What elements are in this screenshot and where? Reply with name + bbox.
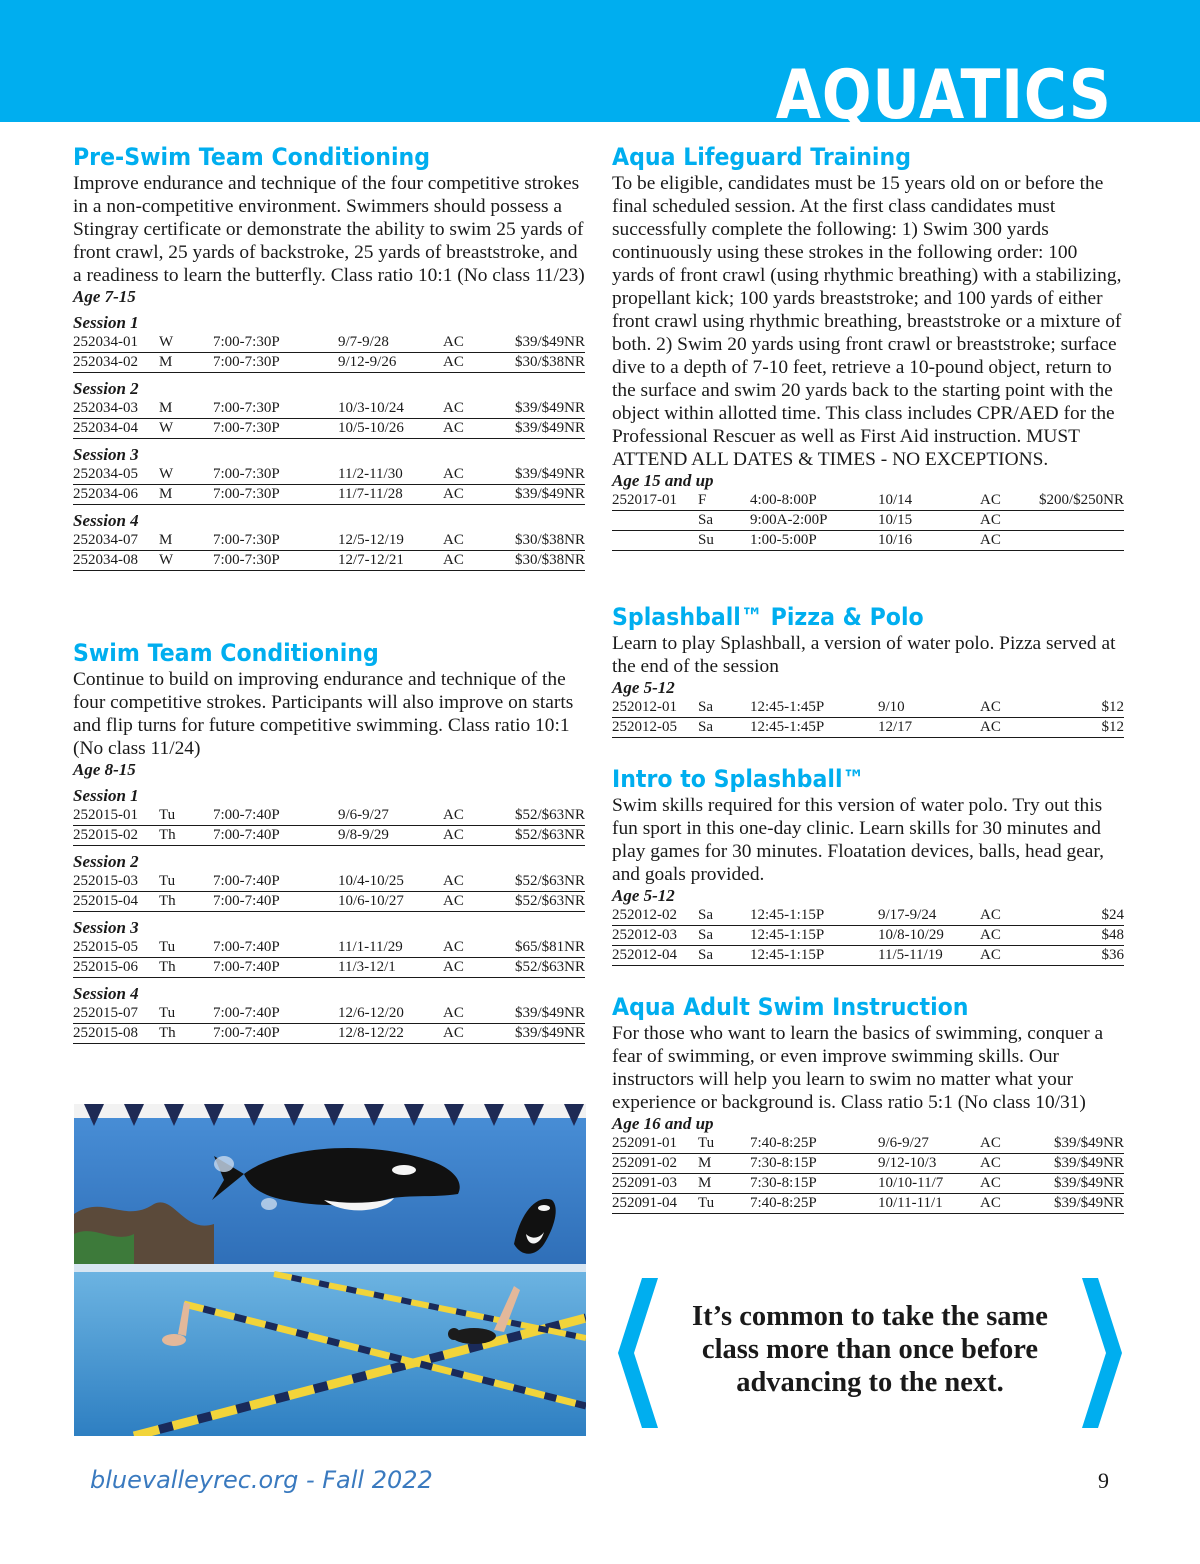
cell-location: AC (980, 512, 1001, 528)
cell-location: AC (443, 486, 464, 502)
cell-time: 7:40-8:25P (750, 1195, 817, 1211)
cell-dates: 12/17 (878, 719, 913, 735)
age-label: Age 15 and up (612, 471, 714, 490)
cell-time: 1:00-5:00P (750, 532, 817, 548)
cell-location: AC (980, 1155, 1001, 1171)
cell-fee: $39/$49NR (1053, 1135, 1124, 1151)
introsplash-section (612, 764, 1124, 966)
cell-time: 7:00-7:40P (213, 1005, 280, 1021)
cell-dates: 11/1-11/29 (338, 939, 403, 955)
footer-website: bluevalleyrec.org - Fall 2022 (90, 1466, 433, 1494)
page-number: 9 (1098, 1468, 1109, 1493)
cell-location: AC (980, 1195, 1001, 1211)
cell-class-code: 252091-01 (612, 1135, 677, 1151)
cell-location: AC (443, 893, 464, 909)
cell-class-code: 252091-03 (612, 1175, 677, 1191)
table-row (612, 926, 1124, 946)
cell-location: AC (443, 939, 464, 955)
age-label: Age 8-15 (73, 760, 136, 779)
cell-dates: 10/16 (878, 532, 913, 548)
cell-class-code: 252012-04 (612, 947, 677, 963)
cell-dates: 10/10-11/7 (878, 1175, 944, 1191)
cell-class-code: 252015-02 (73, 827, 138, 843)
cell-dates: 12/5-12/19 (338, 532, 404, 548)
cell-day: M (159, 354, 173, 370)
cell-time: 7:00-7:30P (213, 334, 280, 350)
cell-day: W (159, 334, 174, 350)
cell-class-code: 252015-06 (73, 959, 138, 975)
cell-day: Su (698, 532, 714, 548)
cell-location: AC (980, 492, 1001, 508)
cell-day: Th (159, 959, 176, 975)
callout-box (616, 1278, 1124, 1428)
cell-location: AC (443, 1025, 464, 1041)
section-description: Learn to play Splashball, a version of water polo. Pizza served at the end of the session (612, 633, 1116, 677)
cell-class-code: 252015-05 (73, 939, 138, 955)
cell-dates: 10/6-10/27 (338, 893, 404, 909)
cell-class-code: 252034-06 (73, 486, 138, 502)
cell-dates: 9/10 (878, 699, 905, 715)
session-label: Session 1 (73, 786, 139, 805)
lifeguard-section (612, 142, 1124, 551)
table-row (73, 531, 585, 551)
pool-illustration (74, 1104, 586, 1436)
cell-fee: $36 (1101, 947, 1124, 963)
cell-class-code: 252034-05 (73, 466, 138, 482)
section-title: Intro to Splashball™ (612, 765, 865, 793)
cell-day: M (159, 400, 173, 416)
cell-location: AC (443, 1005, 464, 1021)
cell-day: M (159, 486, 173, 502)
cell-time: 7:00-7:40P (213, 959, 280, 975)
table-row (612, 1134, 1124, 1154)
cell-dates: 9/12-9/26 (338, 354, 397, 370)
cell-class-code: 252015-01 (73, 807, 138, 823)
cell-day: Th (159, 893, 176, 909)
cell-time: 7:00-7:30P (213, 532, 280, 548)
cell-fee: $30/$38NR (514, 552, 585, 568)
session-label: Session 2 (73, 379, 139, 398)
pizzapolo-section (612, 602, 1124, 738)
cell-fee: $12 (1101, 699, 1124, 715)
cell-location: AC (443, 807, 464, 823)
class-table (612, 491, 1124, 551)
cell-day: Sa (698, 927, 713, 943)
cell-time: 7:40-8:25P (750, 1135, 817, 1151)
age-label: Age 7-15 (73, 287, 136, 306)
cell-fee: $52/$63NR (514, 873, 585, 889)
cell-dates: 10/15 (878, 512, 913, 528)
cell-time: 7:00-7:30P (213, 420, 280, 436)
section-title: Splashball™ Pizza & Polo (612, 603, 924, 631)
cell-time: 7:30-8:15P (750, 1155, 817, 1171)
cell-dates: 9/6-9/27 (338, 807, 389, 823)
cell-location: AC (443, 873, 464, 889)
cell-fee: $65/$81NR (514, 939, 585, 955)
section-description: For those who want to learn the basics of swimming, conquer a fear of swimming, or even improve swimming skills. Our instructors will help you learn to swim no matter what your experience or background is. Class ratio 5:1 (No class 10/31) (612, 1023, 1104, 1113)
cell-time: 12:45-1:15P (750, 927, 825, 943)
cell-day: Sa (698, 699, 713, 715)
table-row (612, 491, 1124, 511)
cell-fee: $39/$49NR (514, 1025, 585, 1041)
cell-dates: 11/5-11/19 (878, 947, 943, 963)
cell-fee: $48 (1101, 927, 1124, 943)
cell-day: Th (159, 827, 176, 843)
cell-day: Tu (698, 1195, 715, 1211)
cell-fee: $39/$49NR (514, 420, 585, 436)
cell-fee: $24 (1101, 907, 1124, 923)
cell-day: W (159, 466, 174, 482)
cell-dates: 10/11-11/1 (878, 1195, 943, 1211)
cell-class-code: 252012-01 (612, 699, 677, 715)
cell-day: Tu (698, 1135, 715, 1151)
table-row (612, 1154, 1124, 1174)
cell-dates: 12/7-12/21 (338, 552, 404, 568)
table-row (73, 333, 585, 353)
cell-location: AC (443, 400, 464, 416)
table-row (73, 826, 585, 846)
age-label: Age 16 and up (612, 1114, 714, 1133)
table-row (612, 1174, 1124, 1194)
preswim-section (73, 142, 585, 571)
session-label: Session 3 (73, 918, 139, 937)
cell-fee: $12 (1101, 719, 1124, 735)
cell-class-code: 252034-08 (73, 552, 138, 568)
cell-class-code: 252012-03 (612, 927, 677, 943)
cell-day: Sa (698, 907, 713, 923)
cell-day: Sa (698, 719, 713, 735)
cell-day: Sa (698, 512, 713, 528)
cell-dates: 9/12-10/3 (878, 1155, 937, 1171)
table-row (612, 511, 1124, 531)
table-row (73, 1004, 585, 1024)
session-list (73, 313, 585, 571)
cell-day: Tu (159, 807, 176, 823)
cell-fee: $30/$38NR (514, 532, 585, 548)
table-row (73, 938, 585, 958)
cell-time: 12:45-1:15P (750, 947, 825, 963)
cell-location: AC (980, 1175, 1001, 1191)
cell-dates: 9/17-9/24 (878, 907, 937, 923)
cell-location: AC (443, 959, 464, 975)
callout-text: It’s common to take the same class more than once before advancing to the next. (692, 1301, 1048, 1398)
table-row (612, 1194, 1124, 1214)
cell-fee: $200/$250NR (1038, 492, 1124, 508)
cell-fee: $39/$49NR (514, 400, 585, 416)
cell-fee: $39/$49NR (1053, 1155, 1124, 1171)
section-description: To be eligible, candidates must be 15 years old on or before the final scheduled session. At the first class candidates must successfully complete the following: 1) Swim 300 yards continuously using these strokes in the following order: 100 yards of front crawl (using rhythmic breathing) with a stabilizing, propellant kick; 100 yards breaststroke; and 100 yards of either front crawl using rhythmic breathing, breaststroke or a mixture of both. 2) Swim 20 yards using front crawl or breaststroke; surface dive to a depth of 7-10 feet, retrieve a 10-pound object, return to the surface and swim 20 yards back to the starting point with the object within allotted time. This class includes CPR/AED for the Professional Rescuer as well as First Aid instruction. MUST ATTEND ALL DATES & TIMES - NO EXCEPTIONS. (612, 173, 1122, 470)
cell-location: AC (443, 552, 464, 568)
cell-class-code: 252015-03 (73, 873, 138, 889)
table-row (73, 551, 585, 571)
page-title: AQUATICS (775, 56, 1112, 135)
age-label: Age 5-12 (612, 678, 675, 697)
cell-fee: $52/$63NR (514, 807, 585, 823)
cell-time: 7:30-8:15P (750, 1175, 817, 1191)
table-row (73, 465, 585, 485)
section-title: Swim Team Conditioning (73, 639, 379, 667)
session-label: Session 2 (73, 852, 139, 871)
cell-time: 7:00-7:30P (213, 400, 280, 416)
cell-class-code: 252091-04 (612, 1195, 677, 1211)
cell-class-code: 252034-03 (73, 400, 138, 416)
cell-class-code: 252034-02 (73, 354, 138, 370)
cell-dates: 12/6-12/20 (338, 1005, 404, 1021)
table-row (73, 485, 585, 505)
cell-class-code: 252015-04 (73, 893, 138, 909)
cell-time: 7:00-7:30P (213, 552, 280, 568)
session-list (73, 786, 585, 1044)
cell-location: AC (443, 466, 464, 482)
age-label: Age 5-12 (612, 886, 675, 905)
cell-time: 7:00-7:40P (213, 1025, 280, 1041)
cell-fee: $39/$49NR (514, 1005, 585, 1021)
cell-time: 7:00-7:40P (213, 939, 280, 955)
table-row (73, 958, 585, 978)
cell-day: M (698, 1155, 712, 1171)
cell-time: 7:00-7:40P (213, 827, 280, 843)
section-description: Continue to build on improving endurance and technique of the four competitive strokes. Participants will also improve on starts and flip turns for future competitive swimming. Class ratio 10:1 (No class 11/24) (73, 669, 574, 759)
section-title: Pre-Swim Team Conditioning (73, 143, 431, 171)
cell-fee: $39/$49NR (1053, 1195, 1124, 1211)
table-row (73, 892, 585, 912)
cell-time: 7:00-7:30P (213, 486, 280, 502)
cell-fee: $52/$63NR (514, 959, 585, 975)
cell-dates: 9/7-9/28 (338, 334, 389, 350)
cell-location: AC (980, 947, 1001, 963)
cell-class-code: 252091-02 (612, 1155, 677, 1171)
cell-time: 7:00-7:30P (213, 354, 280, 370)
cell-location: AC (980, 927, 1001, 943)
table-row (612, 906, 1124, 926)
adult-section (612, 992, 1124, 1214)
cell-dates: 9/6-9/27 (878, 1135, 929, 1151)
cell-day: W (159, 552, 174, 568)
cell-location: AC (443, 354, 464, 370)
pool-water (74, 1264, 586, 1436)
cell-location: AC (980, 719, 1001, 735)
cell-time: 12:45-1:45P (750, 719, 825, 735)
cell-fee: $39/$49NR (1053, 1175, 1124, 1191)
cell-day: Tu (159, 1005, 176, 1021)
cell-location: AC (980, 1135, 1001, 1151)
cell-day: M (698, 1175, 712, 1191)
cell-dates: 12/8-12/22 (338, 1025, 404, 1041)
cell-day: Th (159, 1025, 176, 1041)
class-table (612, 1134, 1124, 1214)
class-table (612, 906, 1124, 966)
swimteam-section (73, 638, 585, 1044)
cell-fee: $39/$49NR (514, 486, 585, 502)
cell-day: W (159, 420, 174, 436)
cell-dates: 9/8-9/29 (338, 827, 389, 843)
table-row (612, 946, 1124, 966)
table-row (612, 718, 1124, 738)
cell-dates: 10/14 (878, 492, 913, 508)
section-title: Aqua Adult Swim Instruction (612, 993, 969, 1021)
cell-time: 12:45-1:45P (750, 699, 825, 715)
cell-time: 12:45-1:15P (750, 907, 825, 923)
cell-fee: $30/$38NR (514, 354, 585, 370)
cell-fee: $39/$49NR (514, 334, 585, 350)
cell-location: AC (980, 532, 1001, 548)
pool-photo (74, 1104, 586, 1436)
cell-dates: 11/2-11/30 (338, 466, 403, 482)
cell-day: F (698, 492, 707, 508)
section-description: Improve endurance and technique of the four competitive strokes in a non-competitive environment. Swimmers should possess a Stingray certificate or demonstrate the ability to swim 25 yards of front crawl, 25 yards of backstroke, 25 yards of breaststroke, and a readiness to learn the butterfly. Class ratio 10:1 (No class 11/23) (73, 173, 585, 286)
cell-fee: $39/$49NR (514, 466, 585, 482)
cell-class-code: 252034-07 (73, 532, 138, 548)
cell-location: AC (443, 420, 464, 436)
cell-class-code: 252017-01 (612, 492, 677, 508)
cell-fee: $52/$63NR (514, 893, 585, 909)
cell-fee: $52/$63NR (514, 827, 585, 843)
cell-time: 7:00-7:40P (213, 873, 280, 889)
session-label: Session 4 (73, 984, 139, 1003)
cell-time: 7:00-7:40P (213, 893, 280, 909)
table-row (73, 399, 585, 419)
cell-dates: 10/8-10/29 (878, 927, 944, 943)
table-row (73, 806, 585, 826)
cell-time: 9:00A-2:00P (750, 512, 828, 528)
chevron-right-icon (1080, 1278, 1124, 1428)
chevron-left-icon (616, 1278, 660, 1428)
cell-dates: 11/3-12/1 (338, 959, 396, 975)
cell-class-code: 252034-01 (73, 334, 138, 350)
cell-time: 7:00-7:30P (213, 466, 280, 482)
cell-location: AC (980, 907, 1001, 923)
table-row (612, 531, 1124, 551)
session-label: Session 3 (73, 445, 139, 464)
header-banner (0, 0, 1200, 135)
cell-location: AC (443, 827, 464, 843)
table-row (73, 353, 585, 373)
cell-dates: 10/5-10/26 (338, 420, 404, 436)
cell-location: AC (443, 532, 464, 548)
cell-dates: 11/7-11/28 (338, 486, 403, 502)
cell-class-code: 252034-04 (73, 420, 138, 436)
session-label: Session 4 (73, 511, 139, 530)
class-table (612, 698, 1124, 738)
cell-location: AC (980, 699, 1001, 715)
cell-location: AC (443, 334, 464, 350)
cell-class-code: 252015-08 (73, 1025, 138, 1041)
cell-dates: 10/3-10/24 (338, 400, 404, 416)
cell-day: Tu (159, 939, 176, 955)
table-row (73, 1024, 585, 1044)
cell-day: M (159, 532, 173, 548)
session-label: Session 1 (73, 313, 139, 332)
cell-day: Sa (698, 947, 713, 963)
section-title: Aqua Lifeguard Training (612, 143, 912, 171)
cell-time: 7:00-7:40P (213, 807, 280, 823)
table-row (73, 419, 585, 439)
cell-dates: 10/4-10/25 (338, 873, 404, 889)
cell-time: 4:00-8:00P (750, 492, 817, 508)
cell-class-code: 252015-07 (73, 1005, 138, 1021)
cell-class-code: 252012-05 (612, 719, 677, 735)
table-row (73, 872, 585, 892)
cell-class-code: 252012-02 (612, 907, 677, 923)
section-description: Swim skills required for this version of water polo. Try out this fun sport in this one-day clinic. Learn skills for 30 minutes and play games for 30 minutes. Floatation devices, balls, head gear, and goals provided. (612, 795, 1104, 885)
cell-day: Tu (159, 873, 176, 889)
table-row (612, 698, 1124, 718)
